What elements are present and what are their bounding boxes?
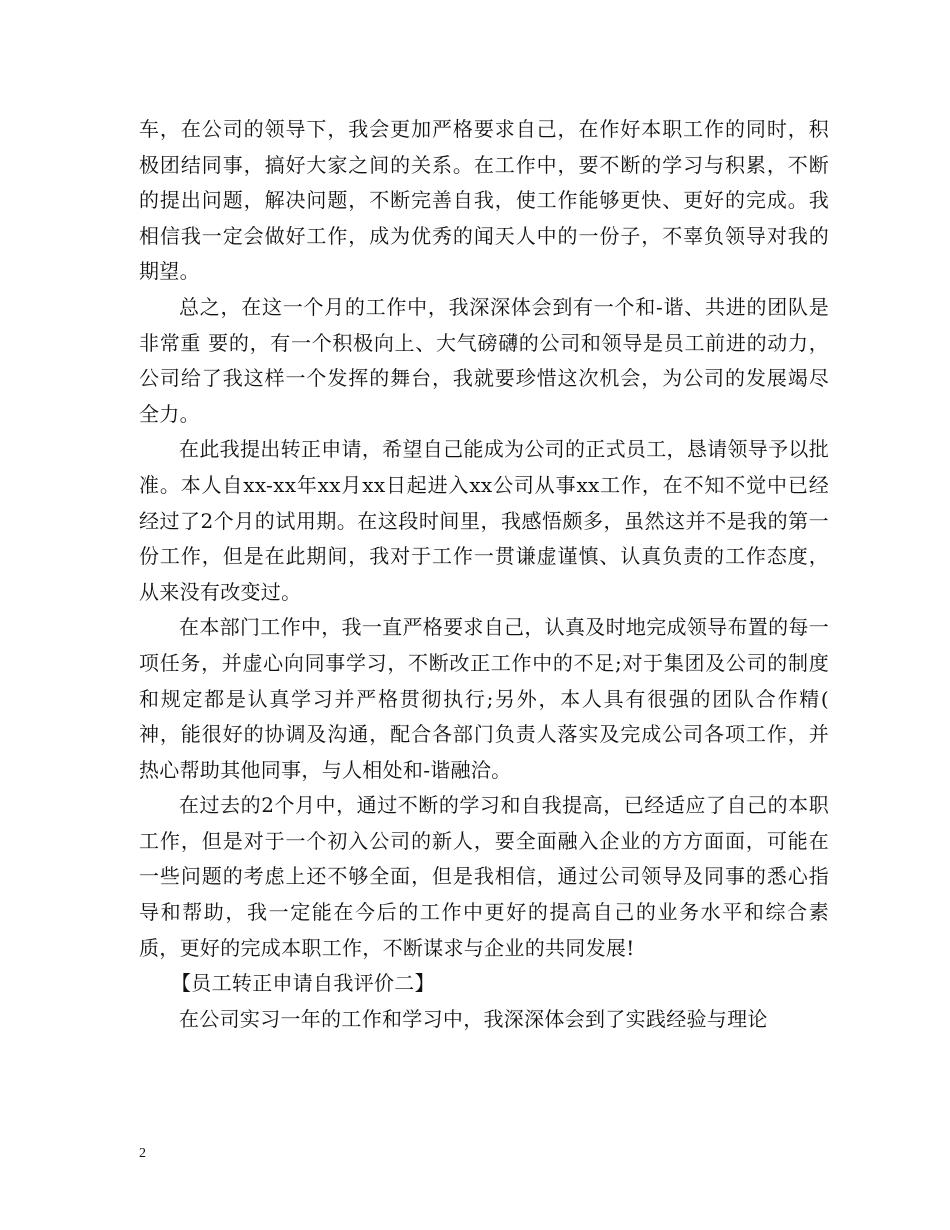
- paragraph-application: 在此我提出转正申请，希望自己能成为公司的正式员工，恳请领导予以批准。本人自xx-xx年xx月xx日起进入xx公司从事xx工作，在不知不觉中已经经过了2个月的试用期。在这段时间里，我感悟颇多，虽然这并不是我的第一份工作，但是在此期间，我对于工作一贯谦虚谨慎、认真负责的工作态度，从来没有改变过。: [139, 437, 829, 604]
- paragraph-continuation: 车，在公司的领导下，我会更加严格要求自己，在作好本职工作的同时，积极团结同事，搞好大家之间的关系。在工作中，要不断的学习与积累，不断的提出问题，解决问题，不断完善自我，使工作能够更快、更好的完成。我相信我一定会做好工作，成为优秀的闻天人中的一份子，不辜负领导对我的期望。: [139, 117, 829, 284]
- paragraph-department-work: 在本部门工作中，我一直严格要求自己，认真及时地完成领导布置的每一项任务，并虚心向同事学习，不断改正工作中的不足;对于集团及公司的制度和规定都是认真学习并严格贯彻执行;另外，本人具有很强的团队合作精( 神，能很好的协调及沟通，配合各部门负责人落实及完成公司各项工作，并热心帮助其他同事，与人相处和-谐融洽。: [139, 615, 829, 782]
- body-text: [139, 112, 829, 1037]
- paragraph-internship: 在公司实习一年的工作和学习中，我深深体会到了实践经验与理论: [179, 1006, 768, 1031]
- paragraph-summary: 总之，在这一个月的工作中，我深深体会到有一个和-谐、共进的团队是非常重 要的，有一个积极向上、大气磅礴的公司和领导是员工前进的动力，公司给了我这样一个发挥的舞台，我就要珍惜这次机会，为公司的发展竭尽全力。: [139, 294, 829, 426]
- page-number: 2: [139, 1146, 146, 1161]
- section-heading: 【员工转正申请自我评价二】: [171, 971, 435, 996]
- paragraph-past-two-months: 在过去的2个月中，通过不断的学习和自我提高，已经适应了自己的本职工作，但是对于一个初入公司的新人，要全面融入企业的方方面面，可能在一些问题的考虑上还不够全面，但是我相信，通过公司领导及同事的悉心指导和帮助，我一定能在今后的工作中更好的提高自己的业务水平和综合素质，更好的完成本职工作，不断谋求与企业的共同发展!: [139, 793, 829, 960]
